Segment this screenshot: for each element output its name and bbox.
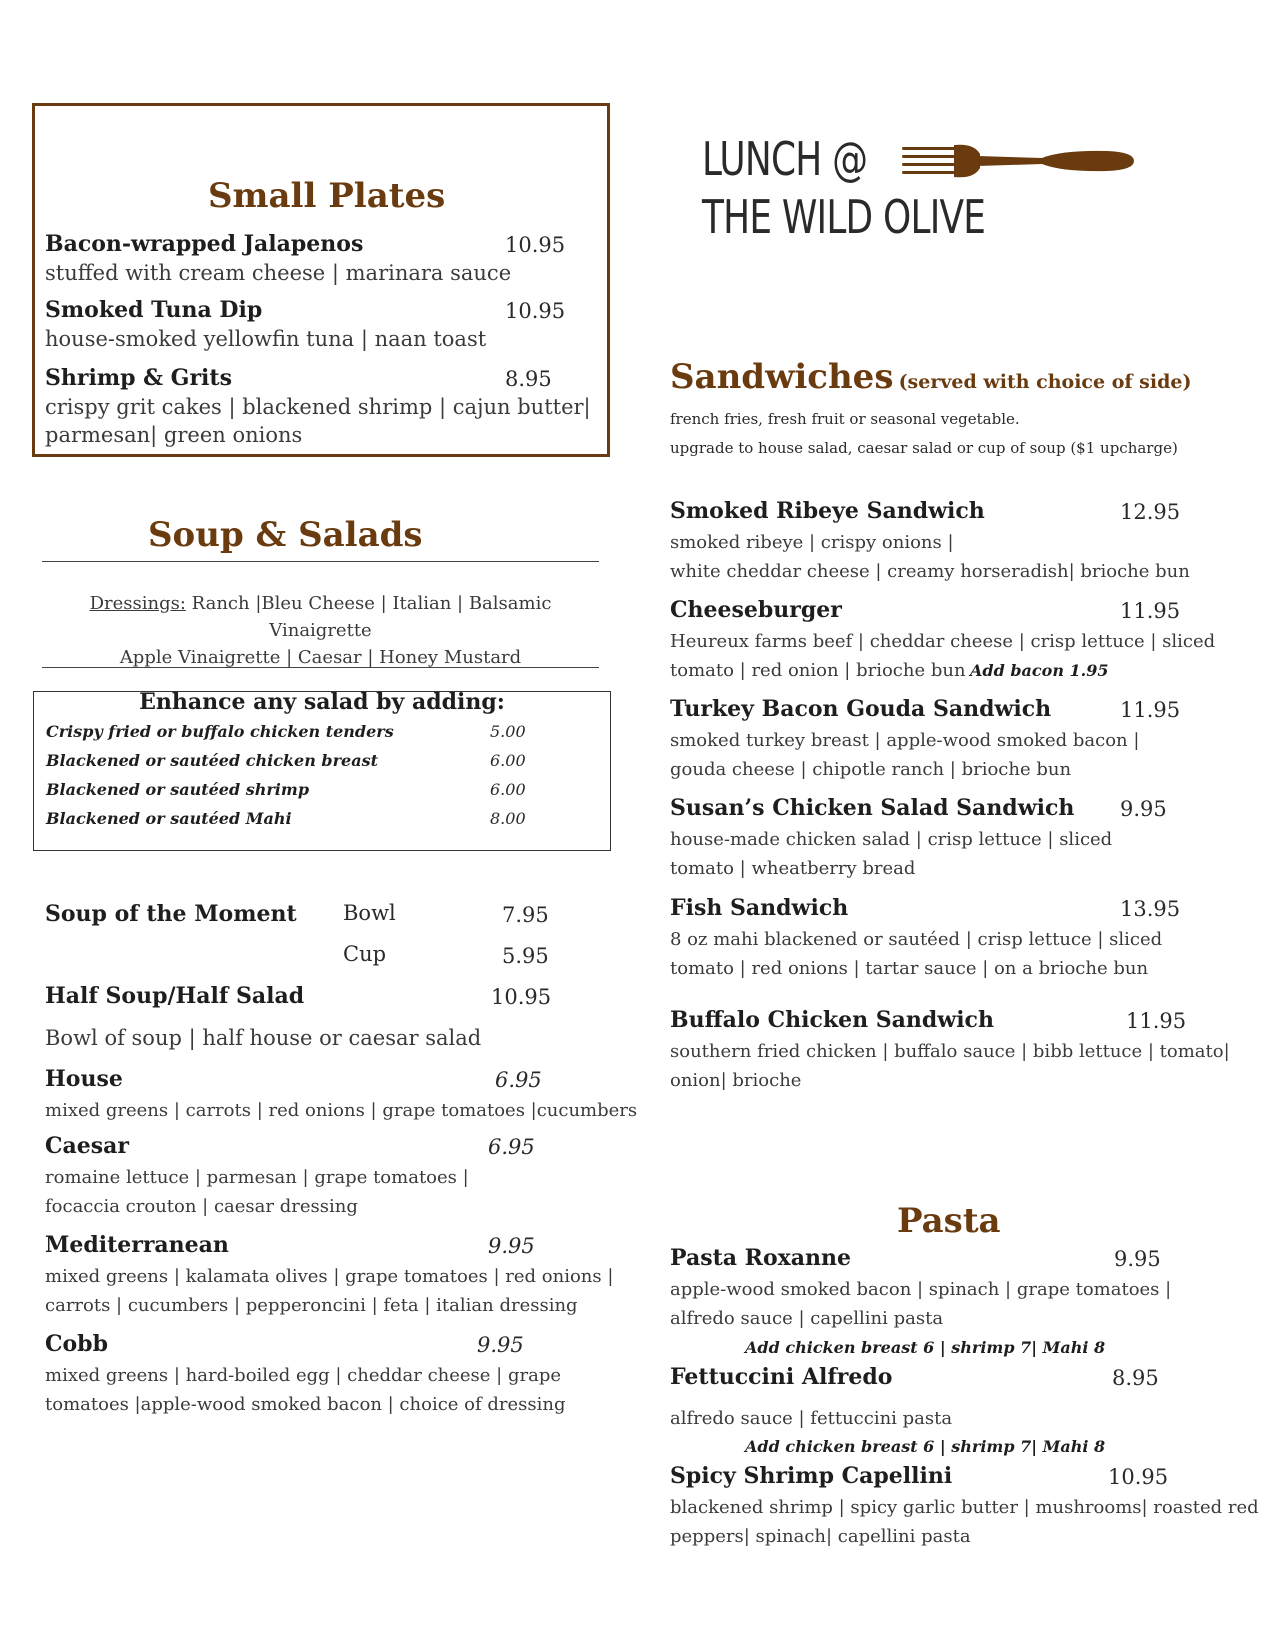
enhance-item: Crispy fried or buffalo chicken tenders bbox=[46, 722, 394, 741]
item-desc: onion| brioche bbox=[670, 1070, 802, 1091]
sandwiches-heading bbox=[670, 357, 1191, 397]
dressings-line2: Apple Vinaigrette | Caesar | Honey Mustard bbox=[119, 647, 522, 668]
item-price: 6.95 bbox=[495, 1068, 542, 1092]
sides-line1: french fries, fresh fruit or seasonal vegetable. bbox=[670, 410, 1020, 428]
item-price: 7.95 bbox=[502, 903, 549, 927]
logo-line2: THE WILD OLIVE bbox=[702, 190, 986, 244]
item-name: Smoked Tuna Dip bbox=[45, 297, 263, 323]
item-name: House bbox=[45, 1066, 123, 1092]
soup-salads-title: Soup & Salads bbox=[148, 515, 423, 555]
item-desc: tomato | red onion | brioche bun bbox=[670, 660, 966, 681]
dressings-label: Dressings: bbox=[89, 593, 186, 614]
item-desc: mixed greens | hard-boiled egg | cheddar cheese | grape bbox=[45, 1365, 561, 1386]
addon-note: Add chicken breast 6 | shrimp 7| Mahi 8 bbox=[745, 1338, 1106, 1357]
item-name: Fish Sandwich bbox=[670, 895, 849, 921]
item-name: Mediterranean bbox=[45, 1232, 229, 1258]
item-name: Half Soup/Half Salad bbox=[45, 983, 305, 1009]
item-desc: house-made chicken salad | crisp lettuce | sliced bbox=[670, 829, 1113, 850]
item-desc: parmesan| green onions bbox=[45, 423, 303, 447]
item-desc: romaine lettuce | parmesan | grape tomatoes | bbox=[45, 1167, 469, 1188]
item-desc: white cheddar cheese | creamy horseradish| brioche bun bbox=[670, 561, 1190, 582]
item-price: 8.95 bbox=[505, 367, 552, 391]
item-desc: 8 oz mahi blackened or sautéed | crisp lettuce | sliced bbox=[670, 929, 1163, 950]
item-desc: alfredo sauce | capellini pasta bbox=[670, 1308, 944, 1329]
item-price: 10.95 bbox=[1108, 1465, 1169, 1489]
item-price: 11.95 bbox=[1120, 599, 1181, 623]
item-desc: smoked ribeye | crispy onions | bbox=[670, 532, 954, 553]
item-desc: apple-wood smoked bacon | spinach | grape tomatoes | bbox=[670, 1279, 1172, 1300]
item-price: 10.95 bbox=[505, 299, 566, 323]
bowl-label: Bowl bbox=[343, 901, 396, 925]
sides-note bbox=[670, 405, 1178, 463]
item-desc: focaccia crouton | caesar dressing bbox=[45, 1196, 358, 1217]
item-name: Turkey Bacon Gouda Sandwich bbox=[670, 696, 1052, 722]
item-desc: smoked turkey breast | apple-wood smoked bacon | bbox=[670, 730, 1140, 751]
addon-note: Add chicken breast 6 | shrimp 7| Mahi 8 bbox=[745, 1437, 1106, 1456]
item-desc: tomato | wheatberry bread bbox=[670, 858, 916, 879]
item-desc: tomatoes |apple-wood smoked bacon | choice of dressing bbox=[45, 1394, 566, 1415]
item-price: 9.95 bbox=[477, 1333, 524, 1357]
item-desc: crispy grit cakes | blackened shrimp | cajun butter| bbox=[45, 395, 591, 419]
item-desc: southern fried chicken | buffalo sauce | bibb lettuce | tomato| bbox=[670, 1041, 1230, 1062]
item-desc: tomato | red onions | tartar sauce | on a brioche bun bbox=[670, 958, 1149, 979]
item-desc: gouda cheese | chipotle ranch | brioche bun bbox=[670, 759, 1072, 780]
enhance-item: Blackened or sautéed chicken breast bbox=[46, 751, 378, 770]
item-price: 6.95 bbox=[488, 1135, 535, 1159]
item-price: 9.95 bbox=[488, 1234, 535, 1258]
item-price: 11.95 bbox=[1126, 1009, 1187, 1033]
item-name: Pasta Roxanne bbox=[670, 1245, 851, 1271]
item-name: Buffalo Chicken Sandwich bbox=[670, 1007, 994, 1033]
dressings bbox=[42, 590, 599, 671]
item-desc: blackened shrimp | spicy garlic butter | mushrooms| roasted red bbox=[670, 1497, 1259, 1518]
item-name: Susan’s Chicken Salad Sandwich bbox=[670, 795, 1075, 821]
item-price: 8.95 bbox=[1112, 1366, 1159, 1390]
item-name: Caesar bbox=[45, 1133, 129, 1159]
item-price: 9.95 bbox=[1120, 797, 1167, 821]
enhance-price: 6.00 bbox=[490, 780, 526, 799]
item-desc: stuffed with cream cheese | marinara sauce bbox=[45, 261, 512, 285]
item-desc: mixed greens | carrots | red onions | grape tomatoes |cucumbers bbox=[45, 1100, 638, 1121]
sides-line2: upgrade to house salad, caesar salad or cup of soup ($1 upcharge) bbox=[670, 439, 1178, 457]
fork-icon bbox=[902, 142, 1134, 182]
item-desc: Bowl of soup | half house or caesar salad bbox=[45, 1026, 482, 1050]
item-name: Shrimp & Grits bbox=[45, 365, 232, 391]
enhance-price: 8.00 bbox=[490, 809, 526, 828]
item-desc: house-smoked yellowfin tuna | naan toast bbox=[45, 327, 487, 351]
divider bbox=[42, 561, 599, 562]
item-name: Soup of the Moment bbox=[45, 901, 297, 927]
item-desc: Heureux farms beef | cheddar cheese | crisp lettuce | sliced bbox=[670, 631, 1216, 652]
item-price: 13.95 bbox=[1120, 897, 1181, 921]
item-desc: peppers| spinach| capellini pasta bbox=[670, 1526, 971, 1547]
item-name: Bacon-wrapped Jalapenos bbox=[45, 231, 364, 257]
small-plates-title: Small Plates bbox=[208, 176, 446, 216]
enhance-price: 6.00 bbox=[490, 751, 526, 770]
item-name: Smoked Ribeye Sandwich bbox=[670, 498, 985, 524]
item-desc: carrots | cucumbers | pepperoncini | feta | italian dressing bbox=[45, 1295, 578, 1316]
item-price: 5.95 bbox=[502, 944, 549, 968]
enhance-item: Blackened or sautéed shrimp bbox=[46, 780, 309, 799]
addon-note: Add bacon 1.95 bbox=[970, 661, 1109, 680]
divider bbox=[42, 667, 599, 668]
sandwiches-subtitle: (served with choice of side) bbox=[898, 371, 1192, 393]
enhance-title: Enhance any salad by adding: bbox=[139, 689, 505, 715]
sandwiches-title: Sandwiches bbox=[670, 357, 894, 397]
logo-line1: LUNCH @ bbox=[702, 132, 868, 186]
item-price: 10.95 bbox=[505, 233, 566, 257]
item-price: 10.95 bbox=[491, 985, 552, 1009]
enhance-item: Blackened or sautéed Mahi bbox=[46, 809, 292, 828]
pasta-title: Pasta bbox=[897, 1201, 1001, 1241]
cup-label: Cup bbox=[343, 942, 387, 966]
item-price: 12.95 bbox=[1120, 500, 1181, 524]
enhance-price: 5.00 bbox=[490, 722, 526, 741]
item-price: 11.95 bbox=[1120, 698, 1181, 722]
item-name: Fettuccini Alfredo bbox=[670, 1364, 893, 1390]
item-name: Cheeseburger bbox=[670, 597, 842, 623]
item-name: Spicy Shrimp Capellini bbox=[670, 1463, 953, 1489]
item-price: 9.95 bbox=[1114, 1247, 1161, 1271]
item-desc: alfredo sauce | fettuccini pasta bbox=[670, 1408, 953, 1429]
dressings-line1: Ranch |Bleu Cheese | Italian | Balsamic Vinaigrette bbox=[185, 593, 552, 641]
item-name: Cobb bbox=[45, 1331, 108, 1357]
item-desc: mixed greens | kalamata olives | grape tomatoes | red onions | bbox=[45, 1266, 614, 1287]
